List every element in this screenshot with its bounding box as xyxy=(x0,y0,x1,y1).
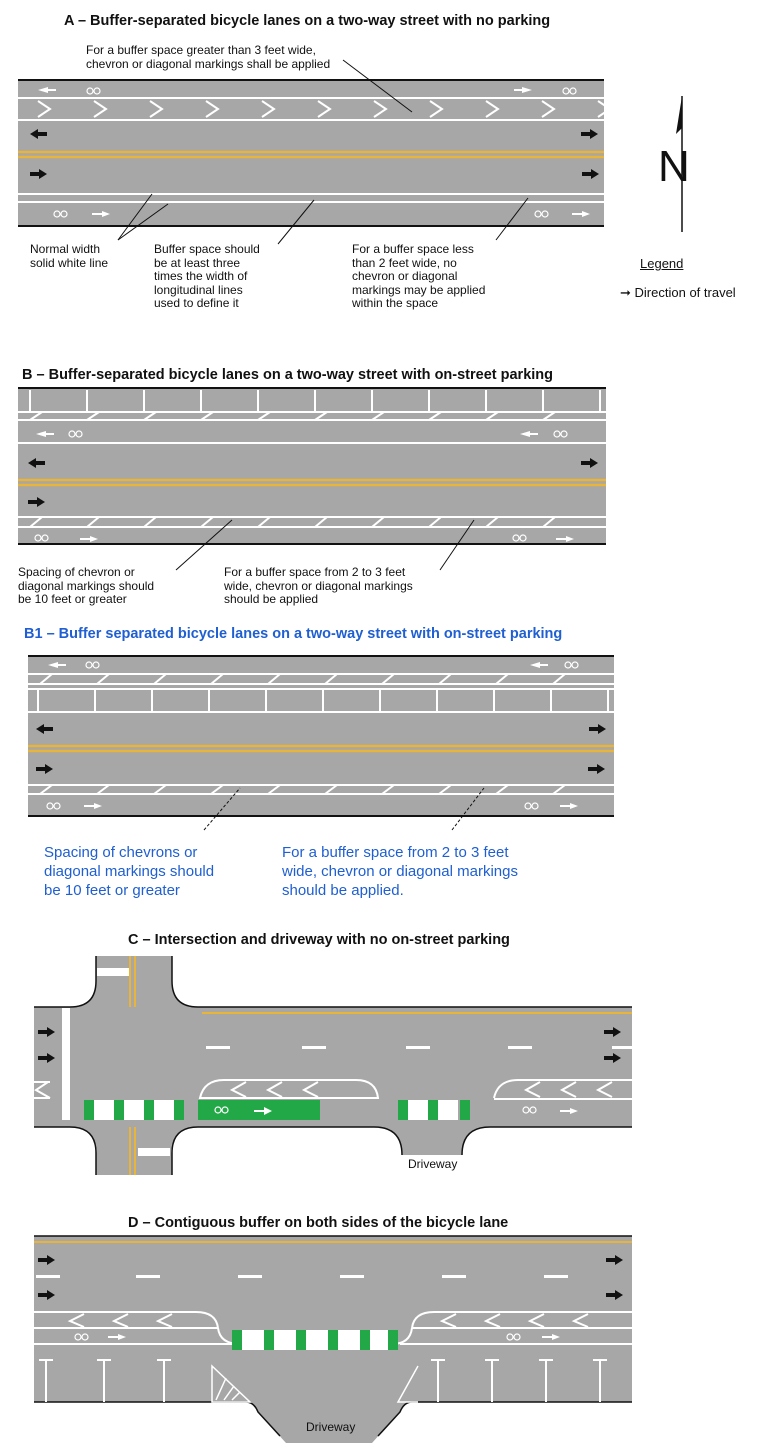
panel-b1-note-spacing: Spacing of chevrons or diagonal markings should be 10 feet or greater xyxy=(44,844,215,899)
panel-a-note-buffer-width: Buffer space should be at least three times the width of longitudinal lines used to define it xyxy=(154,242,260,310)
compass-north-letter: N xyxy=(658,142,690,191)
panel-d-title: D – Contiguous buffer on both sides of the bicycle lane xyxy=(128,1215,509,1231)
arrow-right-icon: ➞ xyxy=(620,285,631,300)
panel-d-driveway-label: Driveway xyxy=(306,1420,356,1434)
panel-b1-title: B1 – Buffer separated bicycle lanes on a two-way street with on-street parking xyxy=(24,626,563,642)
panel-a-note-chevron: For a buffer space greater than 3 feet wide, chevron or diagonal markings shall be applied xyxy=(86,43,331,71)
panel-c-driveway-label: Driveway xyxy=(408,1157,458,1171)
legend-title: Legend xyxy=(640,256,684,271)
panel-a-title: A – Buffer-separated bicycle lanes on a two-way street with no parking xyxy=(64,13,551,29)
panel-b-title: B – Buffer-separated bicycle lanes on a two-way street with on-street parking xyxy=(22,367,553,383)
panel-b1-note-2-to-3-ft: For a buffer space from 2 to 3 feet wide, chevron or diagonal markings should be applied. xyxy=(282,844,518,899)
panel-b-note-2-to-3-ft: For a buffer space from 2 to 3 feet wide, chevron or diagonal markings should be applied xyxy=(224,565,413,606)
panel-b-note-spacing: Spacing of chevron or diagonal markings should be 10 feet or greater xyxy=(18,565,155,606)
panel-c-title: C – Intersection and driveway with no on-street parking xyxy=(128,932,510,948)
panel-a-note-less-than-2ft: For a buffer space less than 2 feet wide, no chevron or diagonal markings may be applied within the space xyxy=(352,242,486,310)
legend-item-label: Direction of travel xyxy=(634,285,736,300)
panel-a-note-normal-width: Normal width solid white line xyxy=(30,242,109,270)
